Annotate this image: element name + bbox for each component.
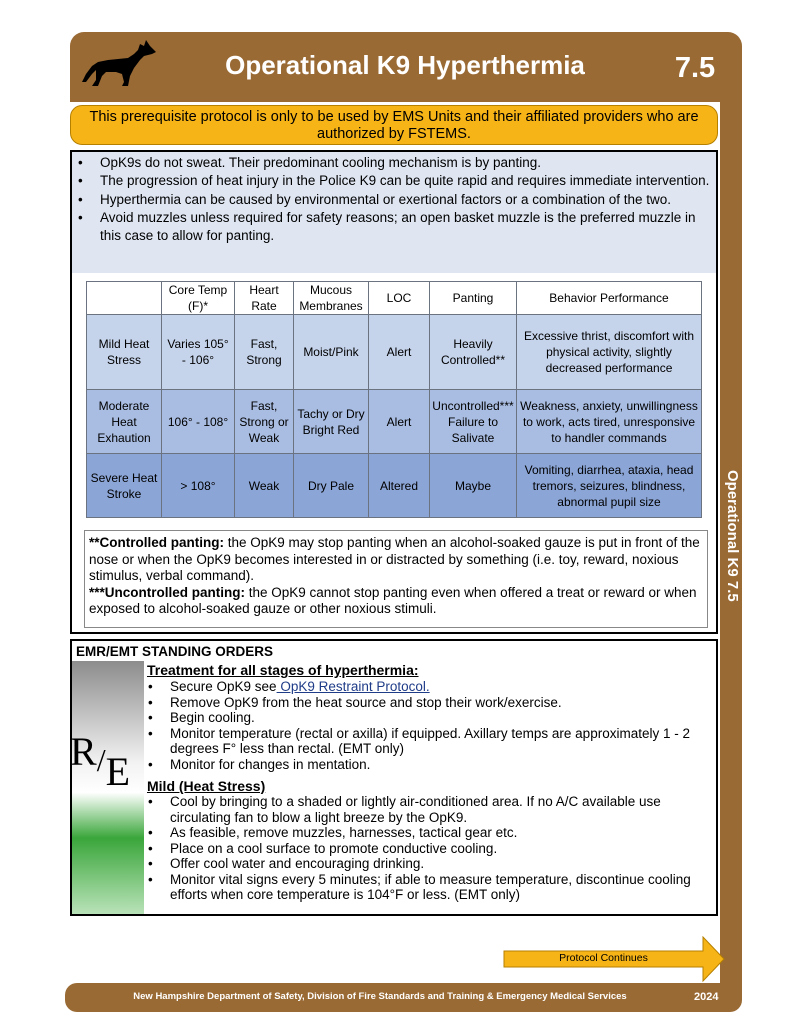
table-header-cell: Core Temp (F)* bbox=[162, 282, 235, 315]
table-header-cell: Behavior Performance bbox=[517, 282, 702, 315]
table-cell: Moist/Pink bbox=[294, 315, 369, 390]
authorization-banner: This prerequisite protocol is only to be used by EMS Units and their affiliated providers who are authorized by FSTEMS. bbox=[70, 105, 718, 145]
re-mark-slash: / bbox=[96, 742, 106, 778]
table-cell: Vomiting, diarrhea, ataxia, head tremors, seizures, blindness, abnormal pupil size bbox=[517, 454, 702, 518]
table-cell: Alert bbox=[369, 315, 430, 390]
note-item: • OpK9s do not sweat. Their predominant cooling mechanism is by panting. bbox=[76, 154, 712, 172]
list-item: • Offer cool water and encouraging drinking. bbox=[147, 856, 707, 872]
all-stages-list bbox=[147, 679, 707, 772]
table-cell: Moderate Heat Exhaution bbox=[87, 390, 162, 454]
table-cell: Maybe bbox=[430, 454, 517, 518]
uncontrolled-panting-text: the OpK9 cannot stop panting even when offered a treat or reward or when exposed to alcohol-soaked gauze or other noxious stimuli. bbox=[89, 584, 697, 616]
table-row bbox=[87, 454, 702, 518]
table-header-cell: Mucous Membranes bbox=[294, 282, 369, 315]
restraint-protocol-link[interactable]: OpK9 Restraint Protocol. bbox=[276, 679, 430, 694]
list-item: • Monitor vital signs every 5 minutes; if able to measure temperature, discontinue cooling efforts when core temperature is 104°F or less. (EMT only) bbox=[147, 872, 707, 903]
mild-heading: Mild (Heat Stress) bbox=[147, 778, 266, 794]
table-cell: Alert bbox=[369, 390, 430, 454]
table-row bbox=[87, 390, 702, 454]
protocol-continues-label[interactable]: Protocol Continues bbox=[559, 952, 648, 964]
mild-list bbox=[147, 794, 707, 903]
list-item: • Monitor for changes in mentation. bbox=[147, 757, 707, 773]
list-item: • Place on a cool surface to promote conductive cooling. bbox=[147, 841, 707, 857]
table-cell: Heavily Controlled** bbox=[430, 315, 517, 390]
restraint-prefix: Secure OpK9 see bbox=[170, 679, 277, 694]
controlled-panting-label: **Controlled panting: bbox=[89, 535, 224, 550]
emr-emt-mark bbox=[70, 728, 131, 794]
table-cell: Altered bbox=[369, 454, 430, 518]
table-cell: Dry Pale bbox=[294, 454, 369, 518]
table-cell: Severe Heat Stroke bbox=[87, 454, 162, 518]
section-number: 7.5 bbox=[674, 52, 716, 84]
side-tab-label: Operational K9 7.5 bbox=[724, 470, 741, 602]
table-header-cell bbox=[87, 282, 162, 315]
table-cell: Varies 105° - 106° bbox=[162, 315, 235, 390]
footer-year: 2024 bbox=[694, 991, 719, 1003]
table-cell: Uncontrolled*** Failure to Salivate bbox=[430, 390, 517, 454]
page-title: Operational K9 Hyperthermia bbox=[225, 50, 585, 80]
re-mark-r: R bbox=[70, 729, 97, 774]
controlled-panting-text: the OpK9 may stop panting when an alcohol-soaked gauze is put in front of the nose or when the OpK9 becomes interested in or distracted by something (i.e. toy, reward, noxious stimulus, verbal command). bbox=[89, 535, 700, 583]
side-tab bbox=[722, 470, 740, 630]
table-cell: Mild Heat Stress bbox=[87, 315, 162, 390]
list-item: • Remove OpK9 from the heat source and stop their work/exercise. bbox=[147, 695, 707, 711]
table-row bbox=[87, 315, 702, 390]
note-item: • The progression of heat injury in the Police K9 can be quite rapid and requires immediate intervention. bbox=[76, 172, 712, 190]
list-item: • Cool by bringing to a shaded or lightly air-conditioned area. If no A/C available use circulating fan to blow a light breeze by the OpK9. bbox=[147, 794, 707, 825]
table-header-cell: Panting bbox=[430, 282, 517, 315]
table-header-row bbox=[87, 282, 702, 315]
footer-organization: New Hampshire Department of Safety, Division of Fire Standards and Training & Emergency Medical Services bbox=[133, 991, 627, 1002]
note-item: • Hyperthermia can be caused by environmental or exertional factors or a combination of the two. bbox=[76, 191, 712, 209]
table-cell: Weak bbox=[235, 454, 294, 518]
uncontrolled-panting-label: ***Uncontrolled panting: bbox=[89, 584, 245, 600]
table-cell: > 108° bbox=[162, 454, 235, 518]
all-stages-heading: Treatment for all stages of hyperthermia: bbox=[147, 662, 419, 678]
hyperthermia-stages-table bbox=[86, 281, 702, 518]
list-item: • As feasible, remove muzzles, harnesses, tactical gear etc. bbox=[147, 825, 707, 841]
note-item: • Avoid muzzles unless required for safety reasons; an open basket muzzle is the preferred muzzle in this case to allow for panting. bbox=[76, 209, 712, 246]
standing-orders-title: EMR/EMT STANDING ORDERS bbox=[76, 644, 274, 659]
table-cell: Weakness, anxiety, unwillingness to work, acts tired, unresponsive to handler commands bbox=[517, 390, 702, 454]
list-item bbox=[147, 679, 707, 695]
list-item: • Monitor temperature (rectal or axilla) if equipped. Axillary temps are approximately 1 - 2 degrees F° less than rectal. (EMT only) bbox=[147, 726, 707, 757]
table-header-cell: LOC bbox=[369, 282, 430, 315]
table-cell: Tachy or Dry Bright Red bbox=[294, 390, 369, 454]
table-cell: Fast, Strong bbox=[235, 315, 294, 390]
table-cell: Fast, Strong or Weak bbox=[235, 390, 294, 454]
table-header-cell: Heart Rate bbox=[235, 282, 294, 315]
re-mark-e: E bbox=[105, 749, 131, 794]
table-cell: Excessive thrist, discomfort with physical activity, slightly decreased performance bbox=[517, 315, 702, 390]
panting-definitions bbox=[84, 530, 708, 628]
k9-dog-silhouette-icon bbox=[82, 40, 158, 88]
list-item: • Begin cooling. bbox=[147, 710, 707, 726]
table-cell: 106° - 108° bbox=[162, 390, 235, 454]
notes-list bbox=[76, 154, 712, 245]
